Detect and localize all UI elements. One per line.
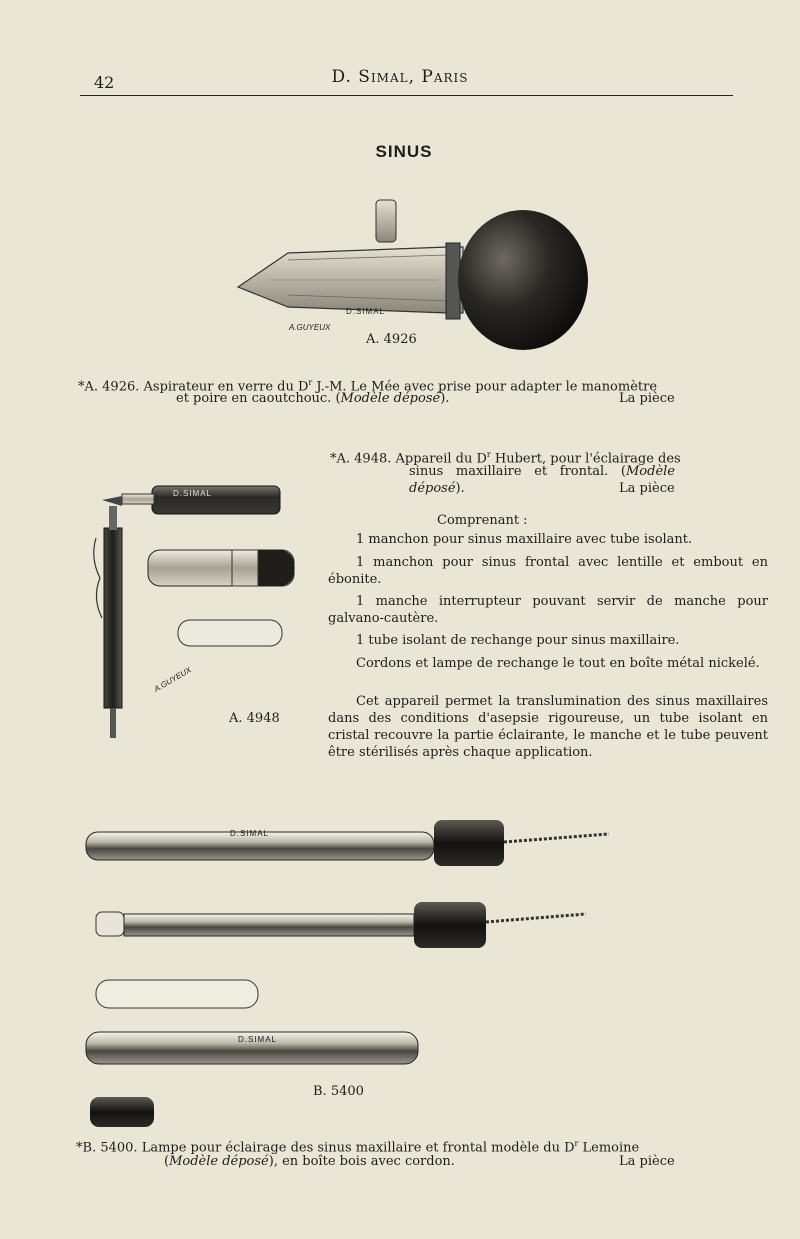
header-rule [80,95,733,96]
component-item-2: 1 manchon pour sinus frontal avec lentille et embout en ébonite. [328,555,768,587]
engraving-label-5400-a: D.SIMAL [230,829,270,838]
item-5400-line-2: (Modèle déposé), en boîte bois avec cordon. [164,1154,455,1169]
component-item-1: 1 manchon pour sinus maxillaire avec tube isolant. [356,532,693,547]
component-item-3: 1 manche interrupteur pouvant servir de manche pour galvano-cautère. [328,594,768,626]
engraving-label-4948: D.SIMAL [173,489,213,498]
price-label-4948: La pièce [619,481,675,496]
item-4948-line-3: déposé). [409,481,465,496]
artist-signature-4926: A.GUYEUX [289,323,331,332]
comprenant-heading: Comprenant : [437,513,528,528]
figure-caption-4948: A. 4948 [229,711,280,726]
component-item-5: Cordons et lampe de rechange le tout en boîte métal nickelé. [356,656,760,671]
figure-caption-5400: B. 5400 [313,1084,364,1099]
page-number: 42 [94,73,115,92]
figure-caption-4926: A. 4926 [366,332,417,347]
hubert-apparatus-illustration [82,478,304,743]
engraving-label-4926: D.SIMAL [346,307,386,316]
item-4926-line-2: et poire en caoutchouc. (Modèle déposé). [176,391,450,406]
section-title: SINUS [375,142,433,161]
aspirator-illustration [228,195,598,355]
component-item-4: 1 tube isolant de rechange pour sinus maxillaire. [356,633,680,648]
price-label-5400: La pièce [619,1154,675,1169]
item-4926-line-1: *A. 4926. Aspirateur en verre du $D^r$ J.-M. Le Mée avec prise pour adapter le manomètre [78,378,658,395]
item-4948-description: Cet appareil permet la translumination des sinus maxillaires dans des conditions d'asepsie rigoureuse, un tube isolant en cristal recouvre la partie éclairante, le manche et le tube peuvent être stérilisés après chaque application. [328,694,768,760]
artist-signature-4948: A.GUYEUX [152,665,193,694]
running-title: D. Simal, Paris [331,67,469,87]
item-4948-line-1: *A. 4948. Appareil du $D^r$ Hubert, pour l'éclairage des [330,450,681,467]
price-label-4926: La pièce [619,391,675,406]
engraving-label-5400-b: D.SIMAL [238,1035,278,1044]
item-5400-line-1: *B. 5400. Lampe pour éclairage des sinus maxillaire et frontal modèle du $D^r$ Lemoine [76,1139,640,1156]
item-4948-line-2: sinus maxillaire et frontal. (Modèle [409,464,675,479]
